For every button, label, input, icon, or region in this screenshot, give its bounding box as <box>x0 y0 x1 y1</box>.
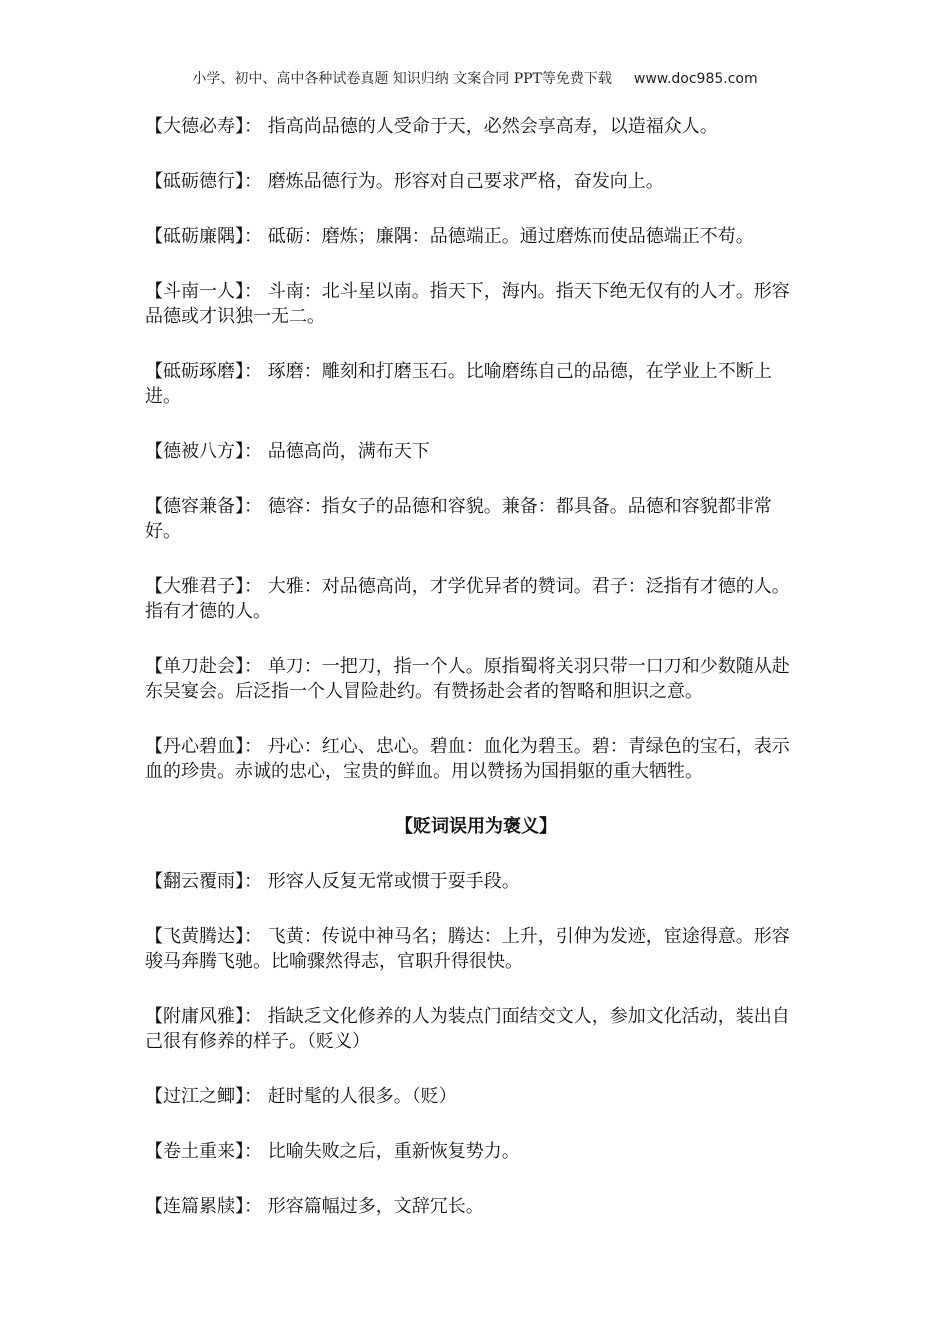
idiom-term: 【卷土重来】 <box>145 1141 244 1162</box>
idiom-term: 【砥砺德行】 <box>145 171 244 192</box>
idiom-term: 【翻云覆雨】 <box>145 871 244 892</box>
idiom-definition: 赶时髦的人很多。（贬） <box>267 1086 457 1107</box>
idiom-definition: 琢磨：雕刻和打磨玉石。比喻磨练自己的品德，在学业上不断上进。 <box>145 361 772 407</box>
idiom-separator: ： <box>244 871 262 892</box>
header-text: 小学、初中、高中各种试卷真题 知识归纳 文案合同 PPT等免费下载 <box>192 71 612 87</box>
idiom-entry <box>145 734 807 784</box>
idiom-entry <box>145 114 807 139</box>
idiom-term: 【单刀赴会】 <box>145 656 244 677</box>
idiom-definition: 比喻失败之后，重新恢复势力。 <box>267 1141 520 1162</box>
idiom-term: 【大雅君子】 <box>145 576 244 597</box>
idiom-term: 【附庸风雅】 <box>145 1006 244 1027</box>
idiom-definition: 砥砺：磨炼；廉隅：品德端正。通过磨炼而使品德端正不苟。 <box>267 226 754 247</box>
idiom-term: 【连篇累牍】 <box>145 1196 244 1217</box>
idiom-separator: ： <box>244 171 262 192</box>
idiom-definition: 单刀：一把刀，指一个人。原指蜀将关羽只带一口刀和少数随从赴东吴宴会。后泛指一个人冒险赴约。有赞扬赴会者的智略和胆识之意。 <box>145 656 790 702</box>
idiom-entry <box>145 1004 807 1054</box>
header-site: www.doc985.com <box>633 71 758 87</box>
idiom-entry <box>145 924 807 974</box>
idiom-term: 【斗南一人】 <box>145 281 244 302</box>
idiom-entry <box>145 1194 807 1219</box>
idiom-definition: 指缺乏文化修养的人为装点门面结交文人，参加文化活动，装出自己很有修养的样子。（贬义） <box>145 1006 790 1052</box>
idiom-separator: ： <box>244 656 262 677</box>
idiom-term: 【砥砺廉隅】 <box>145 226 244 247</box>
idiom-definition: 形容人反复无常或惯于耍手段。 <box>267 871 520 892</box>
section-title: 【贬词误用为褒义】 <box>395 816 557 837</box>
idiom-separator: ： <box>244 496 262 517</box>
idiom-separator: ： <box>244 281 262 302</box>
idiom-definition: 丹心：红心、忠心。碧血：血化为碧玉。碧：青绿色的宝石，表示血的珍贵。赤诚的忠心，宝贵的鲜血。用以赞扬为国捐躯的重大牺牲。 <box>145 736 790 782</box>
idiom-term: 【大德必寿】 <box>145 116 244 137</box>
idiom-entry <box>145 1139 807 1164</box>
idiom-separator: ： <box>244 116 262 137</box>
idiom-term: 【过江之鲫】 <box>145 1086 244 1107</box>
idiom-entry <box>145 359 807 409</box>
idiom-entry <box>145 869 807 894</box>
idiom-term: 【德被八方】 <box>145 441 244 462</box>
idiom-separator: ： <box>244 361 262 382</box>
idiom-separator: ： <box>244 441 262 462</box>
idiom-separator: ： <box>244 1006 262 1027</box>
idiom-term: 【德容兼备】 <box>145 496 244 517</box>
idiom-entry <box>145 654 807 704</box>
idiom-entry <box>145 169 807 194</box>
idiom-separator: ： <box>244 926 262 947</box>
idiom-separator: ： <box>244 1196 262 1217</box>
idiom-definition: 飞黄：传说中神马名；腾达：上升，引伸为发迹，宦途得意。形容骏马奔腾飞驰。比喻骤然得志，官职升得很快。 <box>145 926 790 972</box>
idiom-entry <box>145 279 807 329</box>
idiom-entry <box>145 224 807 249</box>
idiom-definition: 形容篇幅过多，文辞冗长。 <box>267 1196 484 1217</box>
idiom-entry <box>145 1084 807 1109</box>
idiom-definition: 品德高尚，满布天下 <box>267 441 430 462</box>
idiom-separator: ： <box>244 1086 262 1107</box>
idiom-separator: ： <box>244 1141 262 1162</box>
content <box>145 114 807 1249</box>
idiom-separator: ： <box>244 736 262 757</box>
page-header <box>0 68 950 88</box>
idiom-definition: 大雅：对品德高尚，才学优异者的赞词。君子：泛指有才德的人。指有才德的人。 <box>145 576 790 622</box>
idiom-definition: 指高尚品德的人受命于天，必然会享高寿，以造福众人。 <box>267 116 718 137</box>
idiom-definition: 德容：指女子的品德和容貌。兼备：都具备。品德和容貌都非常好。 <box>145 496 772 542</box>
idiom-definition: 磨炼品德行为。形容对自己要求严格，奋发向上。 <box>267 171 664 192</box>
idiom-term: 【丹心碧血】 <box>145 736 244 757</box>
idiom-entry <box>145 574 807 624</box>
entry-group-derogatory <box>145 869 807 1219</box>
idiom-term: 【砥砺琢磨】 <box>145 361 244 382</box>
idiom-entry <box>145 439 807 464</box>
entry-group-commendatory <box>145 114 807 784</box>
idiom-definition: 斗南：北斗星以南。指天下，海内。指天下绝无仅有的人才。形容品德或才识独一无二。 <box>145 281 790 327</box>
idiom-separator: ： <box>244 226 262 247</box>
idiom-term: 【飞黄腾达】 <box>145 926 244 947</box>
idiom-separator: ： <box>244 576 262 597</box>
idiom-entry <box>145 494 807 544</box>
